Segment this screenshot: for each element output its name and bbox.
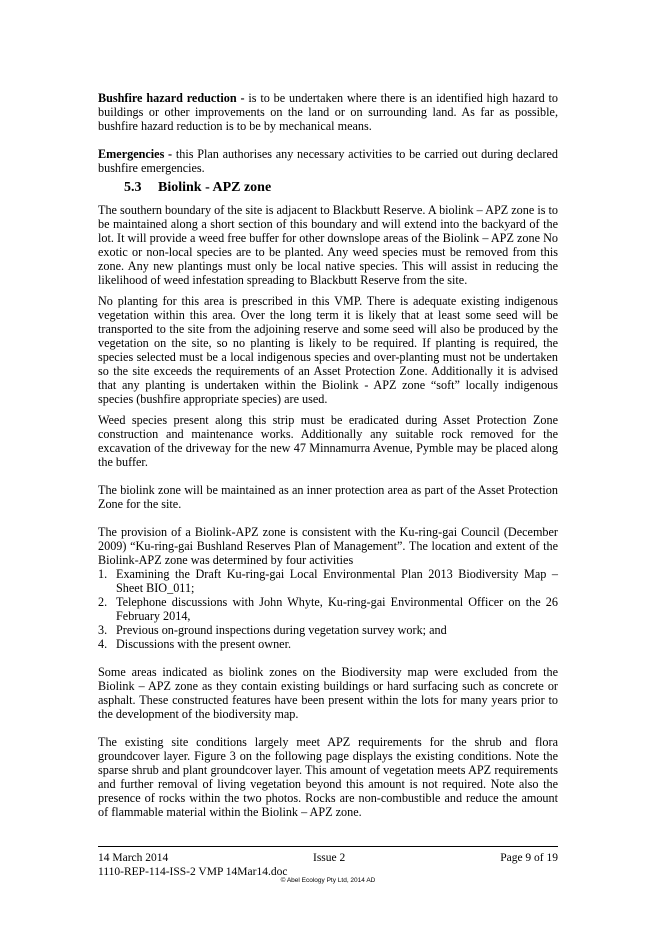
footer-document-reference: 1110-REP-114-ISS-2 VMP 14Mar14.doc: [98, 866, 288, 878]
list-item: [98, 637, 558, 651]
bushfire-hazard-lead: Bushfire hazard reduction -: [98, 91, 249, 105]
list-text: Examining the Draft Ku-ring-gai Local Environmental Plan 2013 Biodiversity Map – Sheet BIO_011;: [116, 567, 558, 595]
footer-date: 14 March 2014: [98, 852, 169, 864]
document-body: [98, 91, 558, 819]
activities-list: [98, 567, 558, 651]
section-number: 5.3: [124, 180, 142, 195]
emergencies-lead: Emergencies -: [98, 147, 176, 161]
footer-divider: [98, 846, 558, 847]
section-title: Biolink - APZ zone: [158, 180, 272, 195]
list-text: Discussions with the present owner.: [116, 637, 292, 651]
list-text: Previous on-ground inspections during vegetation survey work; and: [116, 623, 447, 637]
bushfire-hazard-text: is to be undertaken where there is an identified high hazard to buildings or other improvements on the land or on surrounding land. As far as possible, bushfire hazard reduction is to be by mechanical means.: [98, 91, 558, 133]
footer-page-number: Page 9 of 19: [500, 852, 558, 864]
footer-issue: Issue 2: [313, 852, 346, 864]
list-number: 2.: [98, 595, 108, 609]
paragraph: The southern boundary of the site is adjacent to Blackbutt Reserve. A biolink – APZ zone is to be maintained along a short section of this boundary and will extend into the backyard of the lot. It will provide a weed free buffer for other downslope areas of the Biolink – APZ zone No exotic or non-local species are to be planted. Any weed species must be removed from this zone. Any new plantings must only be local native species. This will assist in reducing the likelihood of weed infestation spreading to Blackbutt Reserve from the site.: [98, 203, 558, 287]
emergencies-text: this Plan authorises any necessary activities to be carried out during declared bushfire emergencies.: [98, 147, 558, 175]
list-number: 1.: [98, 567, 108, 581]
bushfire-hazard-paragraph: [98, 91, 558, 133]
section-heading: [98, 179, 558, 197]
paragraph: Weed species present along this strip must be eradicated during Asset Protection Zone construction and maintenance works. Additionally any suitable rock removed for the excavation of the driveway for the new 47 Minnamurra Avenue, Pymble may be placed along the buffer.: [98, 413, 558, 469]
list-item: [98, 623, 558, 637]
list-number: 4.: [98, 637, 108, 651]
emergencies-paragraph: [98, 147, 558, 175]
paragraph: The biolink zone will be maintained as an inner protection area as part of the Asset Protection Zone for the site.: [98, 483, 558, 511]
list-item: [98, 567, 558, 595]
paragraph: The existing site conditions largely meet APZ requirements for the shrub and flora groundcover layer. Figure 3 on the following page displays the existing conditions. Note the sparse shrub and plant groundcover layer. This amount of vegetation meets APZ requirements and further removal of living vegetation beyond this amount is not required. Note also the presence of rocks within the two photos. Rocks are non-combustible and reduce the amount of flammable material within the Biolink – APZ zone.: [98, 735, 558, 819]
list-number: 3.: [98, 623, 108, 637]
page-footer: [98, 851, 558, 879]
list-item: [98, 595, 558, 623]
copyright-notice: © Abel Ecology Pty Ltd, 2014 AD: [280, 877, 376, 884]
list-text: Telephone discussions with John Whyte, Ku-ring-gai Environmental Officer on the 26 February 2014,: [116, 595, 558, 623]
paragraph: No planting for this area is prescribed in this VMP. There is adequate existing indigenous vegetation within this area. Over the long term it is likely that at least some seed will be transported to the site from the adjoining reserve and some seed will also be produced by the vegetation on the site, so no planting is likely to be required. If planting is required, the species selected must be a local indigenous species and over-planting must not be undertaken so the site exceeds the requirements of an Asset Protection Zone. Additionally it is advised that any planting is undertaken within the Biolink - APZ zone “soft” locally indigenous species (bushfire appropriate species) are used.: [98, 294, 558, 406]
paragraph: The provision of a Biolink-APZ zone is consistent with the Ku-ring-gai Council (December 2009) “Ku-ring-gai Bushland Reserves Plan of Management”. The location and extent of the Biolink-APZ zone was determined by four activities: [98, 525, 558, 567]
paragraph: Some areas indicated as biolink zones on the Biodiversity map were excluded from the Biolink – APZ zone as they contain existing buildings or hard surfacing such as concrete or asphalt. These constructed features have been present within the lots for many years prior to the development of the biodiversity map.: [98, 665, 558, 721]
